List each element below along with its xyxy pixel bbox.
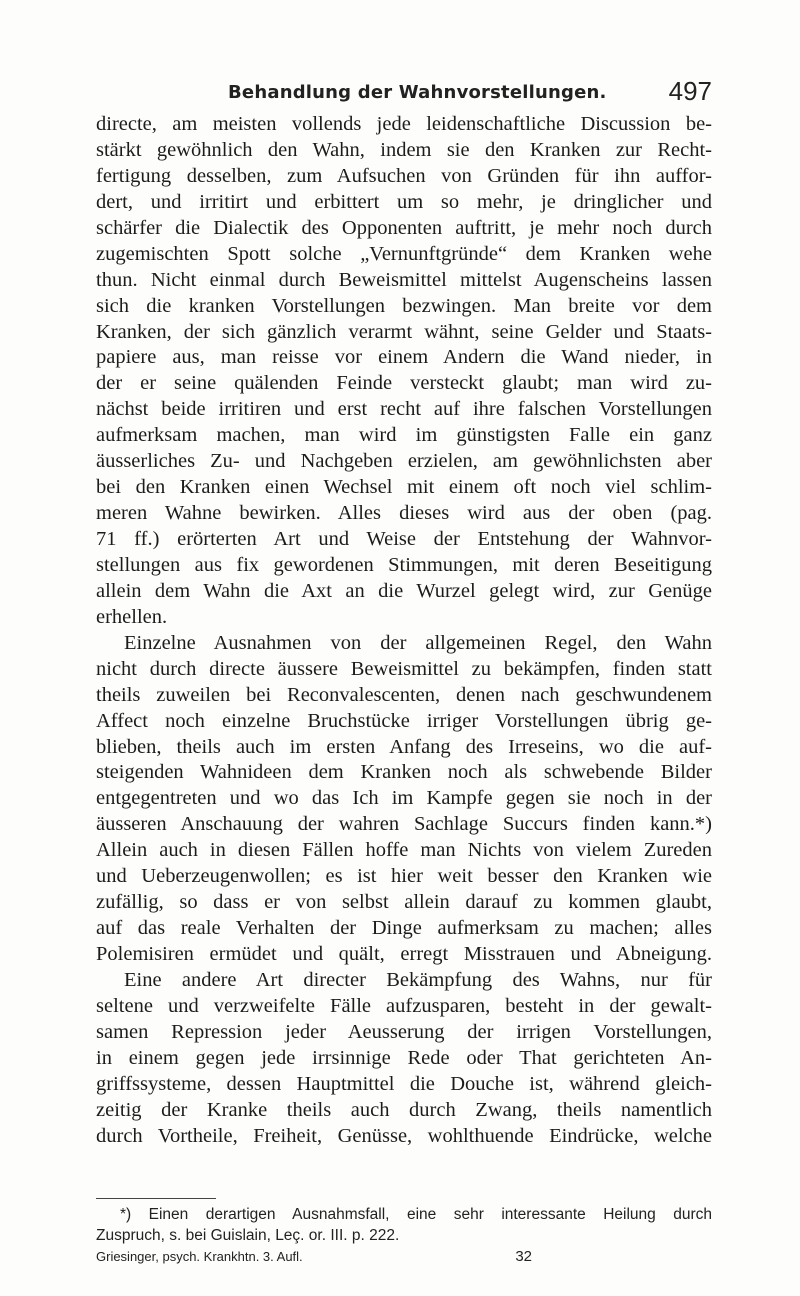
text-line: stärkt gewöhnlich den Wahn, indem sie den Kranken zur Recht- — [96, 138, 712, 161]
signature-number: 32 — [515, 1248, 532, 1265]
text-line: in einem gegen jede irrsinnige Rede oder That gerichteten An- — [96, 1046, 712, 1069]
text-line: sich die kranken Vorstellungen bezwingen. Man breite vor dem — [96, 294, 712, 317]
printer-signature — [96, 1246, 712, 1267]
text-line: aufmerksam machen, man wird im günstigsten Falle ein ganz — [96, 424, 712, 447]
text-line: zufällig, so dass er von selbst allein darauf zu kommen glaubt, — [96, 891, 712, 914]
text-line: fertigung desselben, zum Aufsuchen von Gründen für ihn auffor- — [96, 164, 712, 187]
text-line: directe, am meisten vollends jede leidenschaftliche Discussion be- — [96, 113, 712, 135]
text-line: stellungen aus fix gewordenen Stimmungen, mit deren Beseitigung — [96, 553, 712, 576]
text-line: zugemischten Spott solche „Vernunftgründe“ dem Kranken wehe — [96, 242, 712, 265]
text-line: samen Repression jeder Aeusserung der irrigen Vorstellungen, — [96, 1020, 712, 1043]
text-line: allein dem Wahn die Axt an die Wurzel gelegt wird, zur Genüge — [96, 579, 712, 602]
text-line: Eine andere Art directer Bekämpfung des Wahns, nur für — [124, 968, 712, 991]
text-line: dert, und irritirt und erbittert um so mehr, je dringlicher und — [96, 190, 712, 213]
text-line: äusserliches Zu- und Nachgeben erzielen, am gewöhnlichsten aber — [96, 450, 712, 473]
running-head: Behandlung der Wahnvorstellungen. — [228, 82, 607, 103]
text-line: auf das reale Verhalten der Dinge aufmerksam zu machen; alles — [96, 917, 712, 940]
text-line: 71 ff.) erörterten Art und Weise der Entstehung der Wahnvor- — [96, 528, 712, 550]
text-line: steigenden Wahnideen dem Kranken noch als schwebende Bilder — [96, 761, 712, 784]
text-line: Allein auch in diesen Fällen hoffe man Nichts von vielem Zureden — [96, 839, 712, 862]
text-line: nächst beide irritiren und erst recht auf ihre falschen Vorstellungen — [96, 398, 712, 421]
text-line: äusseren Anschauung der wahren Sachlage Succurs finden kann.*) — [96, 813, 712, 836]
text-line: und Ueberzeugenwollen; es ist hier weit besser den Kranken wie — [96, 865, 712, 888]
text-line: entgegentreten und wo das Ich im Kampfe gegen sie noch in der — [96, 787, 712, 810]
text-line: nicht durch directe äussere Beweismittel zu bekämpfen, finden statt — [96, 657, 712, 680]
text-line: meren Wahne bewirken. Alles dieses wird aus der oben (pag. — [96, 502, 712, 525]
footnote-divider — [96, 1198, 216, 1199]
footnote — [96, 1204, 712, 1267]
signature-text: Griesinger, psych. Krankhtn. 3. Aufl. — [96, 1249, 303, 1264]
text-line: Affect noch einzelne Bruchstücke irriger Vorstellungen übrig ge- — [96, 709, 712, 732]
text-line: blieben, theils auch im ersten Anfang des Irreseins, wo die auf- — [96, 735, 712, 758]
page-number: 497 — [668, 76, 712, 106]
footnote-line: Zuspruch, s. bei Guislain, Leç. or. III. p. 222. — [96, 1227, 400, 1244]
text-line: theils zuweilen bei Reconvalescenten, denen nach geschwundenem — [96, 683, 712, 706]
text-line: der er seine quälenden Feinde versteckt glaubt; man wird zu- — [96, 372, 712, 395]
page-header — [96, 76, 712, 112]
text-line: Kranken, der sich gänzlich verarmt wähnt, seine Gelder und Staats- — [96, 320, 712, 343]
footnote-line: *) Einen derartigen Ausnahmsfall, eine sehr interessante Heilung durch — [120, 1206, 712, 1223]
text-line: seltene und verzweifelte Fälle aufzusparen, besteht in der gewalt- — [96, 994, 712, 1017]
text-line: Einzelne Ausnahmen von der allgemeinen Regel, den Wahn — [124, 631, 712, 654]
text-line: durch Vortheile, Freiheit, Genüsse, wohlthuende Eindrücke, welche — [96, 1124, 712, 1147]
text-line: bei den Kranken einen Wechsel mit einem oft noch viel schlim- — [96, 476, 712, 499]
main-text — [96, 112, 712, 1150]
text-line: erhellen. — [96, 605, 168, 628]
text-line: Polemisiren ermüdet und quält, erregt Misstrauen und Abneigung. — [96, 943, 712, 965]
text-line: griffssysteme, dessen Hauptmittel die Douche ist, während gleich- — [96, 1072, 712, 1095]
text-line: schärfer die Dialectik des Opponenten auftritt, je mehr noch durch — [96, 216, 712, 239]
text-line: papiere aus, man reisse vor einem Andern die Wand nieder, in — [96, 346, 712, 369]
text-line: thun. Nicht einmal durch Beweismittel mittelst Augenscheins lassen — [96, 268, 712, 291]
text-line: zeitig der Kranke theils auch durch Zwang, theils namentlich — [96, 1098, 712, 1121]
